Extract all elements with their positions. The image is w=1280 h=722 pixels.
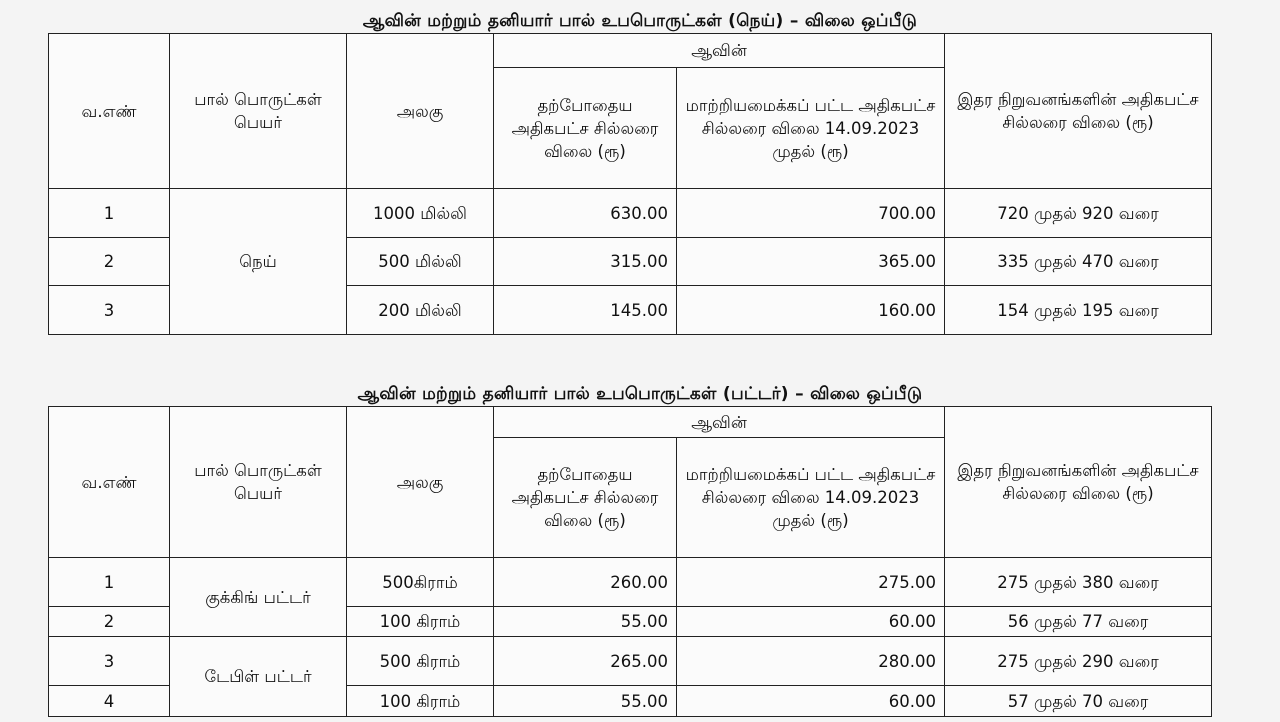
row-unit: 500 கிராம் [347,637,494,686]
header-others-mrp: இதர நிறுவனங்களின் அதிகபட்ச சில்லரை விலை (ரூ) [945,407,1212,558]
header-unit: அலகு [347,407,494,558]
header-current-mrp: தற்போதைய அதிகபட்ச சில்லரை விலை (ரூ) [494,438,677,558]
row-revised-price: 60.00 [677,607,945,637]
header-revised-mrp: மாற்றியமைக்கப் பட்ட அதிகபட்ச சில்லரை விலை 14.09.2023 முதல் (ரூ) [677,68,945,189]
row-others-price: 56 முதல் 77 வரை [945,607,1212,637]
row-sno: 3 [49,637,170,686]
row-current-price: 55.00 [494,686,677,717]
header-unit: அலகு [347,34,494,189]
row-current-price: 315.00 [494,238,677,286]
header-sno: வ.எண் [49,34,170,189]
header-product-name: பால் பொருட்கள் பெயர் [170,34,347,189]
row-current-price: 630.00 [494,189,677,238]
row-revised-price: 160.00 [677,286,945,335]
row-others-price: 335 முதல் 470 வரை [945,238,1212,286]
row-others-price: 154 முதல் 195 வரை [945,286,1212,335]
row-revised-price: 275.00 [677,558,945,607]
row-sno: 2 [49,607,170,637]
row-revised-price: 700.00 [677,189,945,238]
butter-price-table [48,406,1212,717]
row-current-price: 260.00 [494,558,677,607]
row-unit: 100 கிராம் [347,686,494,717]
header-others-mrp: இதர நிறுவனங்களின் அதிகபட்ச சில்லரை விலை (ரூ) [945,34,1212,189]
header-aavin: ஆவின் [494,407,945,438]
butter-table-title: ஆவின் மற்றும் தனியார் பால் உபபொருட்கள் (பட்டர்) – விலை ஒப்பீடு [357,384,923,404]
row-current-price: 265.00 [494,637,677,686]
row-others-price: 57 முதல் 70 வரை [945,686,1212,717]
header-revised-mrp: மாற்றியமைக்கப் பட்ட அதிகபட்ச சில்லரை விலை 14.09.2023 முதல் (ரூ) [677,438,945,558]
table-row [49,637,1212,686]
header-aavin: ஆவின் [494,34,945,68]
row-sno: 1 [49,558,170,607]
row-unit: 200 மில்லி [347,286,494,335]
row-current-price: 55.00 [494,607,677,637]
row-sno: 1 [49,189,170,238]
row-revised-price: 365.00 [677,238,945,286]
product-name: டேபிள் பட்டர் [170,637,347,717]
table-row [49,558,1212,607]
row-unit: 1000 மில்லி [347,189,494,238]
header-product-name: பால் பொருட்கள் பெயர் [170,407,347,558]
product-name: நெய் [170,189,347,335]
row-revised-price: 280.00 [677,637,945,686]
row-unit: 500 மில்லி [347,238,494,286]
row-sno: 2 [49,238,170,286]
row-others-price: 275 முதல் 290 வரை [945,637,1212,686]
row-current-price: 145.00 [494,286,677,335]
table-row [49,189,1212,238]
row-others-price: 275 முதல் 380 வரை [945,558,1212,607]
ghee-table-title: ஆவின் மற்றும் தனியார் பால் உபபொருட்கள் (நெய்) – விலை ஒப்பீடு [362,11,918,31]
row-others-price: 720 முதல் 920 வரை [945,189,1212,238]
header-sno: வ.எண் [49,407,170,558]
row-revised-price: 60.00 [677,686,945,717]
product-name: குக்கிங் பட்டர் [170,558,347,637]
row-sno: 3 [49,286,170,335]
ghee-price-table [48,33,1212,335]
header-current-mrp: தற்போதைய அதிகபட்ச சில்லரை விலை (ரூ) [494,68,677,189]
row-unit: 100 கிராம் [347,607,494,637]
row-sno: 4 [49,686,170,717]
row-unit: 500கிராம் [347,558,494,607]
